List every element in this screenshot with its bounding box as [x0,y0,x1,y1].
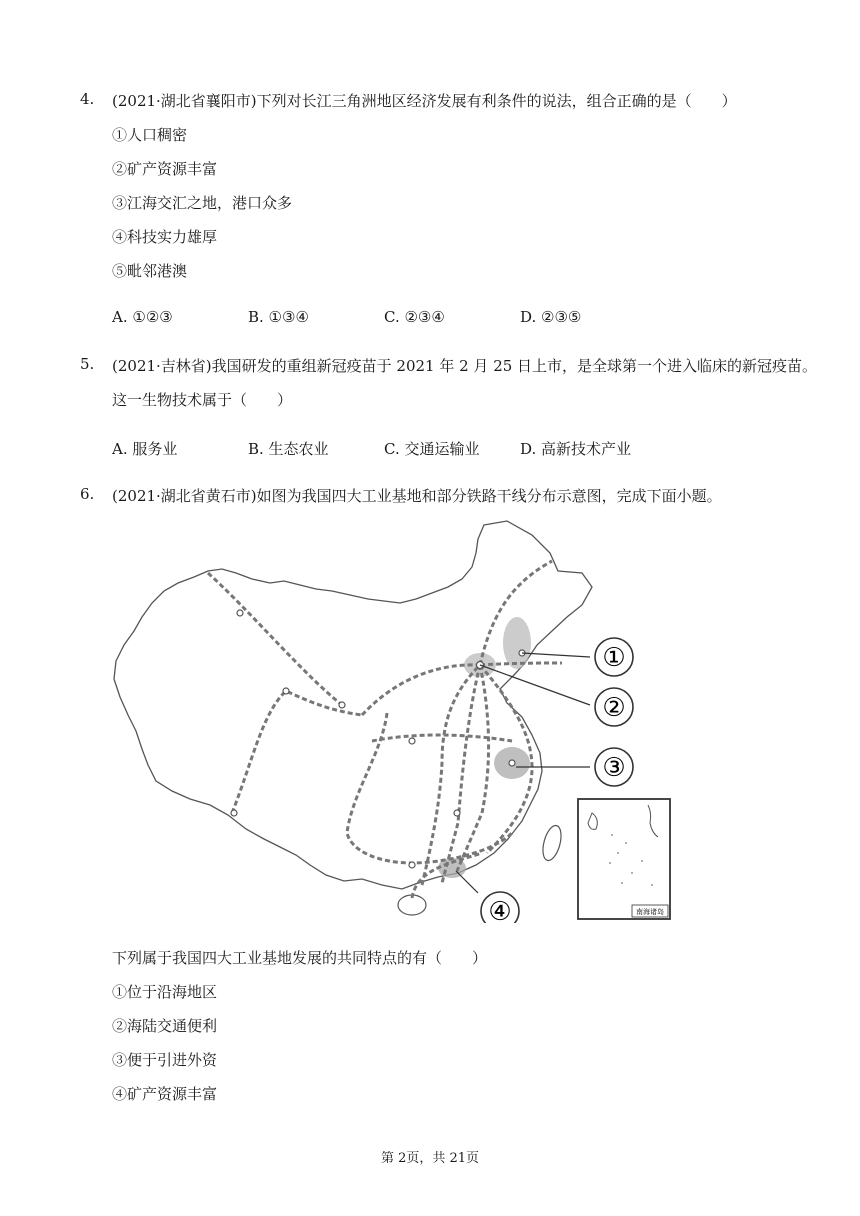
svg-text:①: ① [602,643,626,673]
question-4-choice-b: B. ①③④ [248,308,309,326]
question-5-choice-a: A. 服务业 [112,440,178,458]
question-6-item: ①位于沿海地区 [112,983,218,1001]
taiwan-island [540,824,565,863]
question-5-stem-line1: (2021·吉林省)我国研发的重组新冠疫苗于 2021 年 2 月 25 日上市，是全球第一个进入临床的新冠疫苗。 [112,357,818,375]
question-5-choice-d: D. 高新技术产业 [520,440,632,458]
question-4-item: ③江海交汇之地，港口众多 [112,194,293,212]
south-china-sea-inset [578,799,670,919]
marker-1 [595,638,633,676]
marker-2 [595,688,633,726]
china-industrial-base-railway-map [112,513,712,923]
railway-lines [208,561,562,898]
question-5-choice-c: C. 交通运输业 [384,440,480,458]
question-6-item: ②海陆交通便利 [112,1017,218,1035]
china-outline [114,521,592,889]
question-4-choice-a: A. ①②③ [112,308,173,326]
question-4-item: ①人口稠密 [112,126,188,144]
question-6-item: ③便于引进外资 [112,1051,218,1069]
question-6-sub-stem: 下列属于我国四大工业基地发展的共同特点的有（ ） [112,949,488,967]
svg-text:④: ④ [488,897,512,923]
marker-3 [595,748,633,786]
question-4-stem: (2021·湖北省襄阳市)下列对长江三角洲地区经济发展有利条件的说法，组合正确的是（ ） [112,92,737,110]
question-4-choice-c: C. ②③④ [384,308,445,326]
page-footer: 第 2页，共 21页 [380,1151,480,1166]
question-4-item: ④科技实力雄厚 [112,228,218,246]
question-4-item: ⑤毗邻港澳 [112,262,188,280]
inset-label: 南海诸岛 [636,908,664,916]
question-6-item: ④矿产资源丰富 [112,1085,218,1103]
city-dots [231,610,525,868]
marker-4 [481,892,519,923]
question-5-number: 5. [80,355,95,373]
question-6-number: 6. [80,485,95,503]
question-6-stem: (2021·湖北省黄石市)如图为我国四大工业基地和部分铁路干线分布示意图，完成下面小题。 [112,487,722,505]
question-4-number: 4. [80,90,95,108]
question-4-item: ②矿产资源丰富 [112,160,218,178]
question-5-stem-line2: 这一生物技术属于（ ） [112,391,293,409]
industrial-base-1-area [503,617,531,669]
question-5-choice-b: B. 生态农业 [248,440,329,458]
svg-text:③: ③ [602,753,626,783]
svg-text:②: ② [602,693,626,723]
question-4-choice-d: D. ②③⑤ [520,308,582,326]
